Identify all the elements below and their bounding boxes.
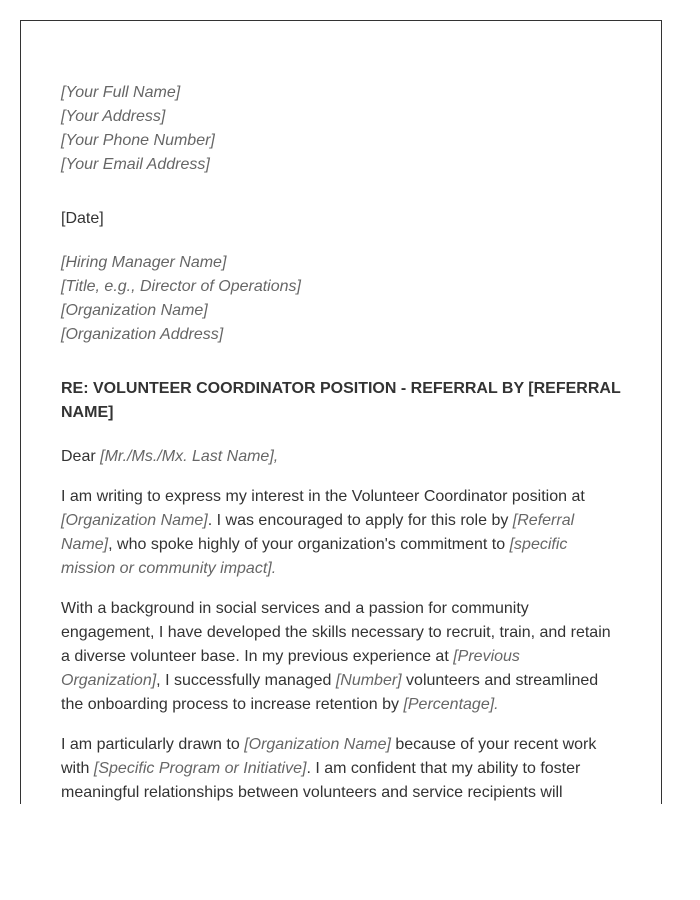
- paragraph-1: [61, 485, 629, 581]
- paragraph-1-line-2: [61, 509, 629, 533]
- paragraph-1-line-3: [61, 533, 629, 557]
- paragraph-text: , I successfully managed: [156, 672, 336, 689]
- paragraph-text: because of your recent work: [390, 736, 597, 753]
- letter-date: [61, 207, 629, 231]
- paragraph-3-line-1: [61, 733, 629, 757]
- paragraph-2-line-2: engagement, I have developed the skills necessary to recruit, train, and retain: [61, 624, 611, 641]
- letter-content: [61, 81, 629, 804]
- recipient-organization: [Organization Name]: [61, 302, 208, 319]
- paragraph-text: . I was encouraged to apply for this role by: [207, 512, 513, 529]
- letter-page: [20, 20, 662, 804]
- sender-phone: [Your Phone Number]: [61, 132, 215, 149]
- salutation-greeting: Dear: [61, 448, 101, 465]
- paragraph-text: , who spoke highly of your organization's commitment to: [108, 536, 510, 553]
- placeholder-organization-name: [Organization Name]: [244, 736, 391, 753]
- placeholder-percentage: [Percentage].: [403, 696, 499, 713]
- placeholder-organization-name: [Organization Name]: [61, 512, 208, 529]
- placeholder-specific-mission: [specific: [509, 536, 568, 553]
- sender-block: [61, 81, 629, 177]
- paragraph-2-line-4: [61, 669, 629, 693]
- paragraph-3-line-2: [61, 757, 629, 781]
- subject-line-1: RE: VOLUNTEER COORDINATOR POSITION - REFERRAL BY [REFERRAL: [61, 380, 621, 397]
- recipient-name: [Hiring Manager Name]: [61, 254, 227, 271]
- paragraph-text: . I am confident that my ability to foster: [306, 760, 581, 777]
- salutation-name: [Mr./Ms./Mx. Last Name],: [100, 448, 279, 465]
- paragraph-text: a diverse volunteer base. In my previous experience at: [61, 648, 454, 665]
- sender-email: [Your Email Address]: [61, 156, 210, 173]
- recipient-address: [Organization Address]: [61, 326, 224, 343]
- placeholder-mission-impact: mission or community impact].: [61, 560, 277, 577]
- date-text: [Date]: [61, 210, 104, 227]
- subject-line-2: NAME]: [61, 404, 114, 421]
- placeholder-number: [Number]: [335, 672, 402, 689]
- paragraph-2: [61, 597, 629, 717]
- subject-line: [61, 377, 629, 425]
- placeholder-previous-organization: [Previous: [453, 648, 520, 665]
- paragraph-text: the onboarding process to increase retention by: [61, 696, 404, 713]
- placeholder-referral-name-cont: Name]: [61, 536, 109, 553]
- paragraph-text: volunteers and streamlined: [401, 672, 599, 689]
- paragraph-text: I am particularly drawn to: [61, 736, 245, 753]
- salutation-line: [61, 445, 629, 469]
- placeholder-specific-program: [Specific Program or Initiative]: [93, 760, 307, 777]
- placeholder-referral-name: [Referral: [512, 512, 575, 529]
- sender-address: [Your Address]: [61, 108, 166, 125]
- recipient-block: [61, 251, 629, 347]
- sender-name: [Your Full Name]: [61, 84, 181, 101]
- paragraph-2-line-3: [61, 645, 629, 669]
- paragraph-1-line-1: I am writing to express my interest in the Volunteer Coordinator position at: [61, 488, 585, 505]
- paragraph-text: with: [61, 760, 94, 777]
- recipient-title: [Title, e.g., Director of Operations]: [61, 278, 301, 295]
- paragraph-3: [61, 733, 629, 804]
- paragraph-2-line-1: With a background in social services and a passion for community: [61, 600, 529, 617]
- placeholder-previous-organization-cont: Organization]: [61, 672, 157, 689]
- salutation: [61, 445, 629, 469]
- paragraph-3-line-3: meaningful relationships between volunteers and service recipients will: [61, 784, 563, 801]
- paragraph-2-line-5: [61, 693, 629, 717]
